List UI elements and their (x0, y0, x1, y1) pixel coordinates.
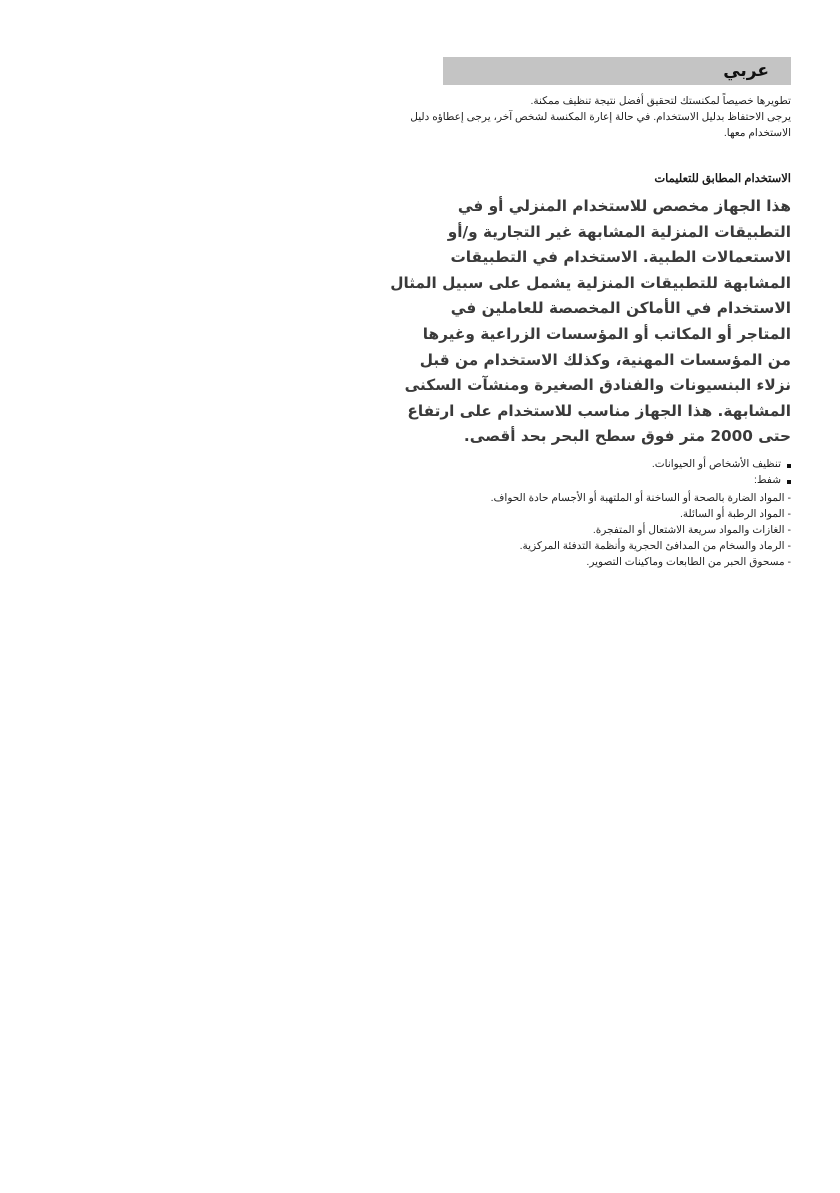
language-label: عربي (723, 61, 769, 81)
dash-list (391, 490, 791, 570)
intro-line: الاستخدام معها. (723, 127, 791, 139)
paragraph-line: التطبيقات المنزلية المشابهة غير التجارية و/أو (447, 222, 791, 241)
paragraph-line: المتاجر أو المكاتب أو المؤسسات الزراعية وغيرها (422, 324, 791, 343)
dash-item: - المواد الضارة بالصحة أو الساخنة أو الملتهبة أو الأجسام حادة الحواف. (490, 491, 791, 504)
bullet-list (391, 456, 791, 488)
intro-line: تطويرها خصيصاً لمكنستك لتحقيق أفضل نتيجة تنظيف ممكنة. (530, 95, 791, 107)
bullet-text: شفط: (754, 473, 781, 486)
dash-item: - المواد الرطبة أو السائلة. (679, 507, 791, 520)
intro-line: يرجى الاحتفاظ بدليل الاستخدام. في حالة إعارة المكنسة لشخص آخر، يرجى إعطاؤه دليل (410, 111, 791, 123)
paragraph-line: المشابهة. هذا الجهاز مناسب للاستخدام على ارتفاع (407, 401, 791, 420)
bullet-item (391, 456, 791, 472)
dash-item: - الغازات والمواد سريعة الاشتعال أو المتفجرة. (592, 523, 791, 536)
paragraph-line: نزلاء البنسيونات والفنادق الصغيرة ومنشآت السكنى (404, 376, 791, 395)
section-heading: الاستخدام المطابق للتعليمات (654, 173, 791, 185)
paragraph-line: المشابهة للتطبيقات المنزلية يشمل على سبيل المثال (390, 273, 791, 292)
intended-use-paragraph (391, 194, 791, 450)
paragraph-line: الاستخدام في الأماكن المخصصة للعاملين في (450, 299, 791, 318)
square-bullet-icon (787, 464, 791, 468)
paragraph-line: الاستعمالات الطبية. الاستخدام في التطبيقات (450, 248, 791, 267)
bullet-item (391, 472, 791, 488)
paragraph-line: هذا الجهاز مخصص للاستخدام المنزلي أو في (457, 197, 791, 215)
paragraph-line: من المؤسسات المهنية، وكذلك الاستخدام من قبل (419, 350, 791, 369)
bullet-text: تنظيف الأشخاص أو الحيوانات. (651, 457, 781, 470)
intro-text (391, 93, 791, 141)
language-header-bar (443, 57, 791, 85)
dash-item: - الرماد والسخام من المدافئ الحجرية وأنظمة التدفئة المركزية. (519, 539, 791, 552)
square-bullet-icon (787, 480, 791, 484)
dash-item: - مسحوق الحبر من الطابعات وماكينات التصوير. (586, 555, 791, 568)
paragraph-line: حتى 2000 متر فوق سطح البحر بحد أقصى. (463, 427, 791, 446)
text-column (391, 93, 791, 570)
